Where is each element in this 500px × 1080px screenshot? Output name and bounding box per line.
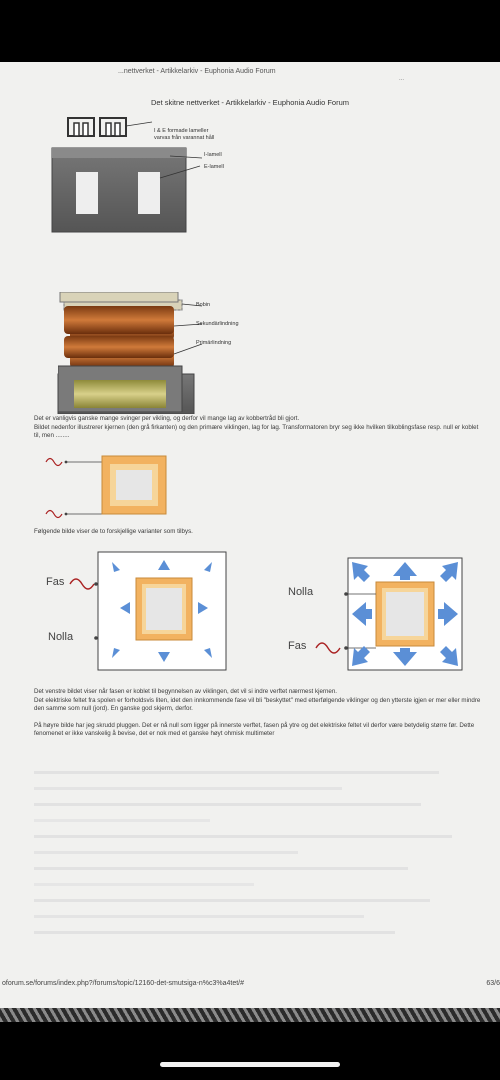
paragraph-6: På høyre bilde har jeg skrudd pluggen. Det er nå null som ligger på innerste verftet, fasen på ytre og det elektriske feltet vil derfor være betydelig større før. Dette fenomenet er ikke vanskelig å bevise, det er nok med et ganske høyt ohmisk multimeter: [34, 722, 475, 737]
core-square: [116, 470, 152, 500]
sekundar-label: Sekundärlindning: [196, 321, 239, 327]
document-page: [0, 62, 500, 1012]
right-fas-wave-icon: [316, 643, 340, 653]
paragraph-5: Det elektriske feltet fra spolen er forholdsvis liten, idet den innkommende fase vil bli "beskyttet" med etterfølgende viklinger og den ytterste igjen er mer eller mindre den samme som null (jord). En ganske god skjerm, derfor.: [34, 697, 481, 712]
transformer-lower-parts: [58, 292, 198, 412]
primar-label: Primärlindning: [196, 340, 232, 346]
page-title: Det skitne nettverket - Artikkelarkiv - Euphonia Audio Forum: [150, 98, 349, 107]
ie-lamination-icon: [68, 118, 94, 136]
ac-source-icon: [46, 459, 62, 466]
lamell-note-2: varvas från varannat håll: [154, 135, 215, 141]
paragraph-4: Det venstre bildet viser når fasen er koblet til begynnelsen av viklingen, det vil si indre verftet nærmest kjernen.: [34, 688, 337, 695]
faint-header-right: ...: [398, 76, 404, 82]
faint-header-text: ...nettverket - Artikkelarkiv - Euphonia Audio Forum: [118, 68, 276, 75]
field-comparison-diagram: [40, 548, 470, 678]
winding-layer-diagram: [40, 450, 180, 520]
right-fas-label: Fas: [288, 640, 307, 652]
bobin-label: Bobin: [196, 302, 211, 308]
e-lamell-label: E-lamell: [204, 164, 224, 170]
left-fas-wave-icon: [70, 579, 94, 589]
left-fas-label: Fas: [46, 576, 65, 588]
i-lamell-label: I-lamell: [204, 152, 222, 158]
footer-page-number: 63/6: [486, 980, 500, 987]
bleed-through-text: [34, 767, 474, 967]
paragraph-1: Det er vanligvis ganske mange svinger per vikling, og derfor vil mange lag av kobbertråd bli gjort.: [34, 415, 300, 422]
paragraph-2: Bildet nedenfor illustrerer kjernen (den grå firkanten) og den primære viklingen, lag for lag. Transformatoren bryr seg ikke hvilken tilkoblingsfase resp. null er koblet til, men ........: [34, 424, 479, 439]
paragraph-3: Følgende bilde viser de to forskjellige varianter som tilbys.: [34, 528, 193, 535]
home-indicator[interactable]: [160, 1062, 340, 1067]
left-nolla-label: Nolla: [48, 631, 74, 643]
right-nolla-label: Nolla: [288, 586, 314, 598]
footer-url: oforum.se/forums/index.php?/forums/topic/12160-det-smutsiga-n%c3%a4tet/#: [2, 980, 245, 987]
laminated-core: [52, 148, 186, 232]
scan-edge-strip: [0, 1008, 500, 1022]
lamell-note: I & E formade lameller: [154, 128, 209, 134]
